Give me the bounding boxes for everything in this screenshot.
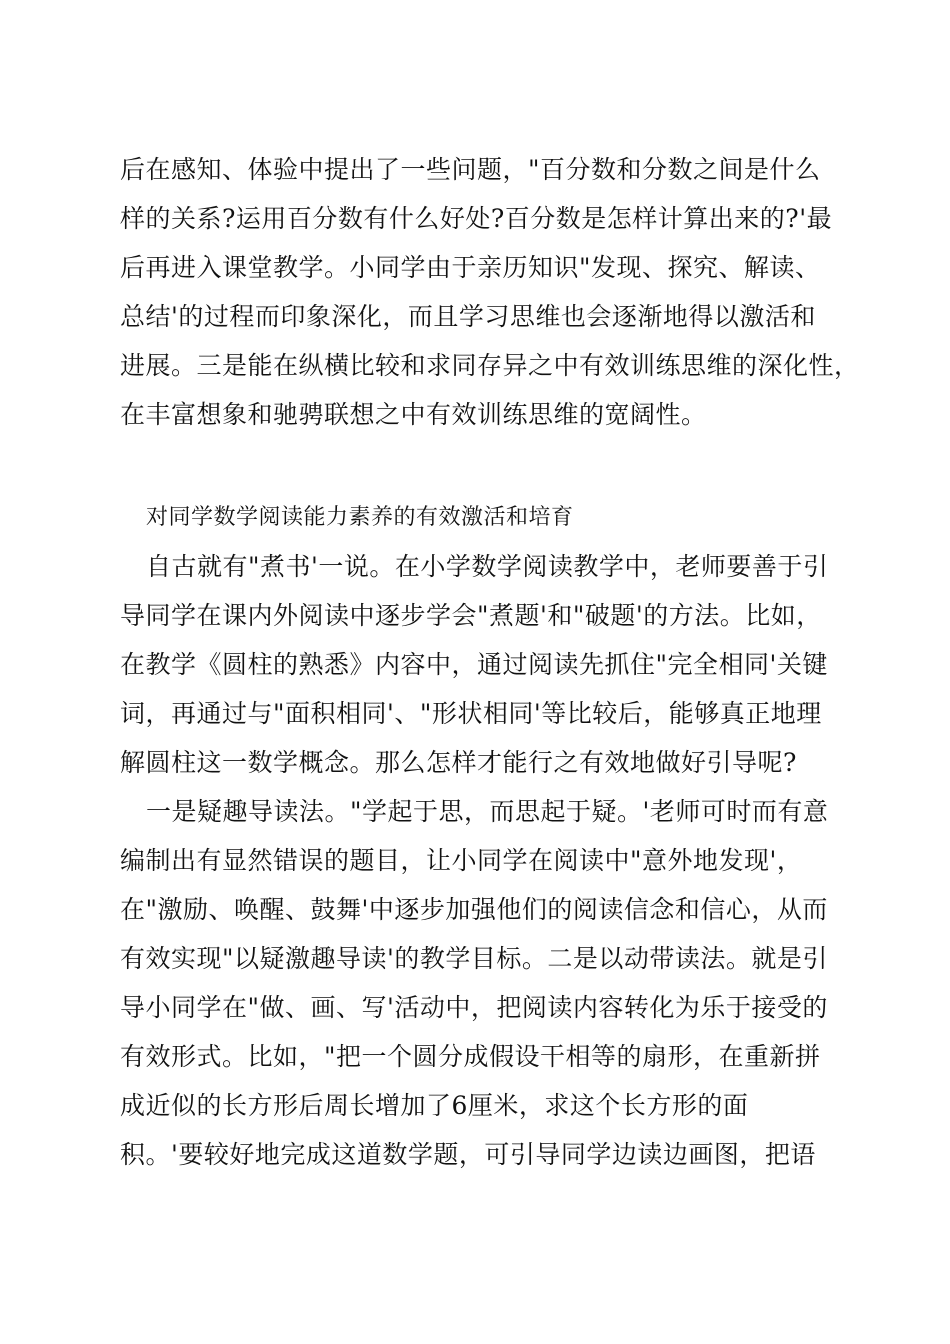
paragraph-line: 导小同学在"做、画、写'活动中，把阅读内容转化为乐于接受的 [120,993,828,1022]
paragraph-line: 词，再通过与"面积相同'、"形状相同'等比较后，能够真正地理 [120,699,822,728]
paragraph-line: 样的关系?运用百分数有什么好处?百分数是怎样计算出来的?'最 [120,204,833,233]
paragraph-line: 后在感知、体验中提出了一些问题，"百分数和分数之间是什么 [120,155,821,184]
paragraph-line: 解圆柱这一数学概念。那么怎样才能行之有效地做好引导呢? [120,748,797,777]
paragraph-line: 有效实现"以疑激趣导读'的教学目标。二是以动带读法。就是引 [120,944,828,973]
paragraph-line: 进展。三是能在纵横比较和求同存异之中有效训练思维的深化性， [120,351,860,380]
paragraph-line: 在教学《圆柱的熟悉》内容中，通过阅读先抓住"完全相同'关键 [120,650,828,679]
paragraph-line: 一是疑趣导读法。"学起于思，而思起于疑。'老师可时而有意 [146,797,829,826]
paragraph-line: 导同学在课内外阅读中逐步学会"煮题'和"破题'的方法。比如， [120,601,822,630]
paragraph-line: 编制出有显然错误的题目，让小同学在阅读中"意外地发现'， [120,846,803,875]
paragraph-line: 在丰富想象和驰骋联想之中有效训练思维的宽阔性。 [120,400,707,429]
paragraph-line: 后再进入课堂教学。小同学由于亲历知识"发现、探究、解读、 [120,253,821,282]
paragraph-line: 成近似的长方形后周长增加了6厘米，求这个长方形的面 [120,1091,749,1120]
paragraph-line: 有效形式。比如，"把一个圆分成假设干相等的扇形，在重新拼 [120,1042,821,1071]
section-heading: 对同学数学阅读能力素养的有效激活和培育 [146,505,574,530]
paragraph-line: 自古就有"煮书'一说。在小学数学阅读教学中，老师要善于引 [146,552,829,581]
paragraph-line: 总结'的过程而印象深化，而且学习思维也会逐渐地得以激活和 [120,302,816,331]
paragraph-line: 在"激励、唤醒、鼓舞'中逐步加强他们的阅读信念和信心，从而 [120,895,828,924]
paragraph-line: 积。'要较好地完成这道数学题，可引导同学边读边画图，把语 [120,1140,816,1169]
